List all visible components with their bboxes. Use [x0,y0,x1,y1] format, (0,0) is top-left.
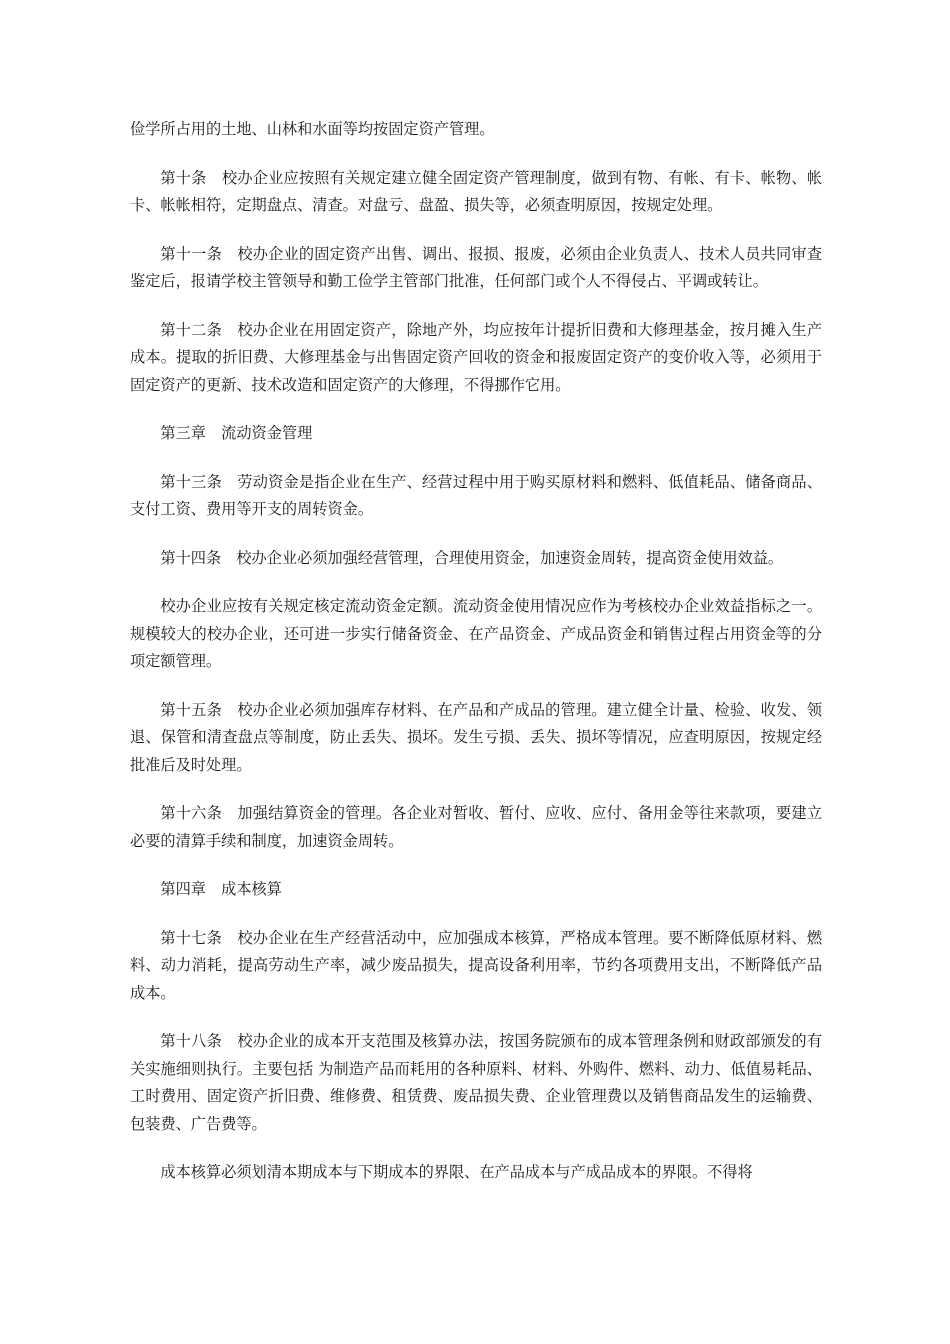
article-13: 第十三条 劳动资金是指企业在生产、经营过程中用于购买原材料和燃料、低值耗品、储备商品、支付工资、费用等开支的周转资金。 [130,472,822,518]
document-page [130,116,822,1208]
chapter-4-heading: 第四章 成本核算 [160,880,282,898]
article-11: 第十一条 校办企业的固定资产出售、调出、报损、报废，必须由企业负责人、技术人员共同审查鉴定后，报请学校主管领导和勤工俭学主管部门批准，任何部门或个人不得侵占、平调或转让。 [130,244,822,290]
article-14-paragraph-2: 校办企业应按有关规定核定流动资金定额。流动资金使用情况应作为考核校办企业效益指标之一。规模较大的校办企业，还可进一步实行储备资金、在产品资金、产成品资金和销售过程占用资金等的分项定额管理。 [130,597,822,670]
article-10: 第十条 校办企业应按照有关规定建立健全固定资产管理制度，做到有物、有帐、有卡、帐物、帐卡、帐帐相符，定期盘点、清查。对盘亏、盘盈、损失等，必须查明原因，按规定处理。 [130,168,822,214]
article-16: 第十六条 加强结算资金的管理。各企业对暂收、暂付、应收、应付、备用金等往来款项，要建立必要的清算手续和制度，加速资金周转。 [130,804,822,850]
article-17: 第十七条 校办企业在生产经营活动中，应加强成本核算，严格成本管理。要不断降低原材料、燃料、动力消耗，提高劳动生产率，减少废品损失，提高设备利用率，节约各项费用支出，不断降低产品成本。 [130,928,822,1002]
article-18-paragraph-2: 成本核算必须划清本期成本与下期成本的界限、在产品成本与产成品成本的界限。不得将 [160,1163,753,1181]
paragraph-continuation: 俭学所占用的土地、山林和水面等均按固定资产管理。 [130,120,495,138]
chapter-3-heading: 第三章 流动资金管理 [160,424,313,442]
article-18: 第十八条 校办企业的成本开支范围及核算办法，按国务院颁布的成本管理条例和财政部颁发的有关实施细则执行。主要包括 为制造产品而耗用的各种原料、材料、外购件、燃料、动力、低值易耗品、工时费用、固定资产折旧费、维修费、租赁费、废品损失费、企业管理费以及销售商品发生的运输费、包装费、广告费等。 [130,1032,822,1133]
article-15: 第十五条 校办企业必须加强库存材料、在产品和产成品的管理。建立健全计量、检验、收发、领退、保管和清查盘点等制度，防止丢失、损坏。发生亏损、丢失、损坏等情况，应查明原因，按规定经批准后及时处理。 [130,700,822,774]
article-14: 第十四条 校办企业必须加强经营管理，合理使用资金，加速资金周转，提高资金使用效益。 [160,548,784,567]
article-12: 第十二条 校办企业在用固定资产，除地产外，均应按年计提折旧费和大修理基金，按月摊入生产成本。提取的折旧费、大修理基金与出售固定资产回收的资金和报废固定资产的变价收入等，必须用于固定资产的更新、技术改造和固定资产的大修理，不得挪作它用。 [130,320,822,394]
